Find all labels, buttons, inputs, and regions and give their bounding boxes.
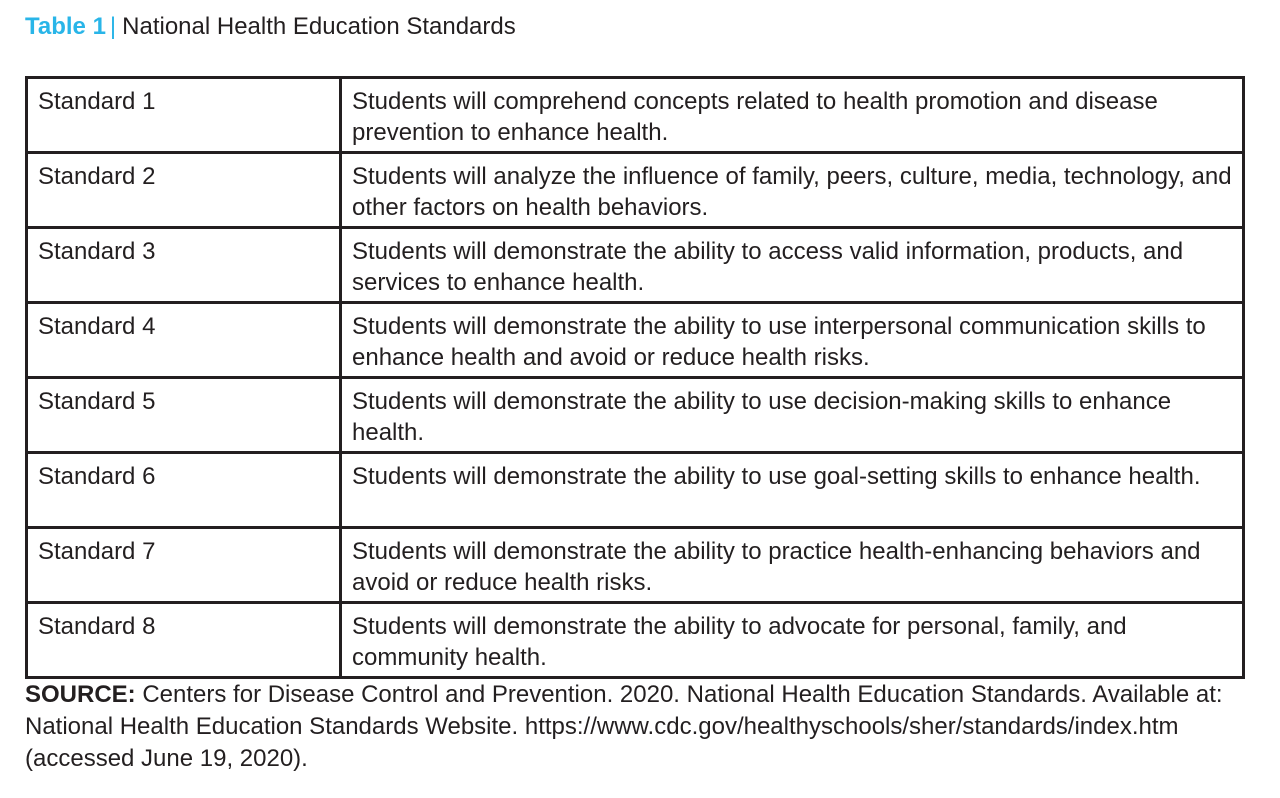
standard-cell: Standard 8: [27, 603, 341, 678]
description-cell: Students will demonstrate the ability to use interpersonal communication skills to enhance health and avoid or reduce health risks.: [341, 303, 1244, 378]
description-cell: Students will comprehend concepts related to health promotion and disease prevention to enhance health.: [341, 78, 1244, 153]
description-cell: Students will demonstrate the ability to use goal-setting skills to enhance health.: [341, 453, 1244, 528]
description-cell: Students will demonstrate the ability to practice health-enhancing behaviors and avoid or reduce health risks.: [341, 528, 1244, 603]
table-row: [27, 78, 1244, 153]
description-cell: Students will demonstrate the ability to use decision-making skills to enhance health.: [341, 378, 1244, 453]
table-row: [27, 153, 1244, 228]
standards-table: [25, 76, 1245, 679]
table-row: [27, 528, 1244, 603]
standard-cell: Standard 2: [27, 153, 341, 228]
standard-cell: Standard 3: [27, 228, 341, 303]
table-row: [27, 228, 1244, 303]
table-row: [27, 378, 1244, 453]
source-label: SOURCE:: [25, 681, 136, 708]
standard-cell: Standard 7: [27, 528, 341, 603]
standard-cell: Standard 1: [27, 78, 341, 153]
table-caption: National Health Education Standards: [122, 13, 516, 40]
table-title: [25, 12, 516, 42]
description-cell: Students will analyze the influence of family, peers, culture, media, technology, and other factors on health behaviors.: [341, 153, 1244, 228]
source-note: [25, 679, 1255, 775]
table-row: [27, 453, 1244, 528]
description-cell: Students will demonstrate the ability to advocate for personal, family, and community health.: [341, 603, 1244, 678]
description-cell: Students will demonstrate the ability to access valid information, products, and services to enhance health.: [341, 228, 1244, 303]
source-text: Centers for Disease Control and Prevention. 2020. National Health Education Standards. Available at: National Health Education Standards Website. https://www.cdc.gov/healthyschools/sher/standards/index.htm (accessed June 19, 2020).: [25, 681, 1223, 772]
table-number: Table 1: [25, 13, 106, 40]
title-separator: |: [109, 13, 117, 40]
standard-cell: Standard 5: [27, 378, 341, 453]
standard-cell: Standard 4: [27, 303, 341, 378]
table-row: [27, 303, 1244, 378]
standard-cell: Standard 6: [27, 453, 341, 528]
table-row: [27, 603, 1244, 678]
